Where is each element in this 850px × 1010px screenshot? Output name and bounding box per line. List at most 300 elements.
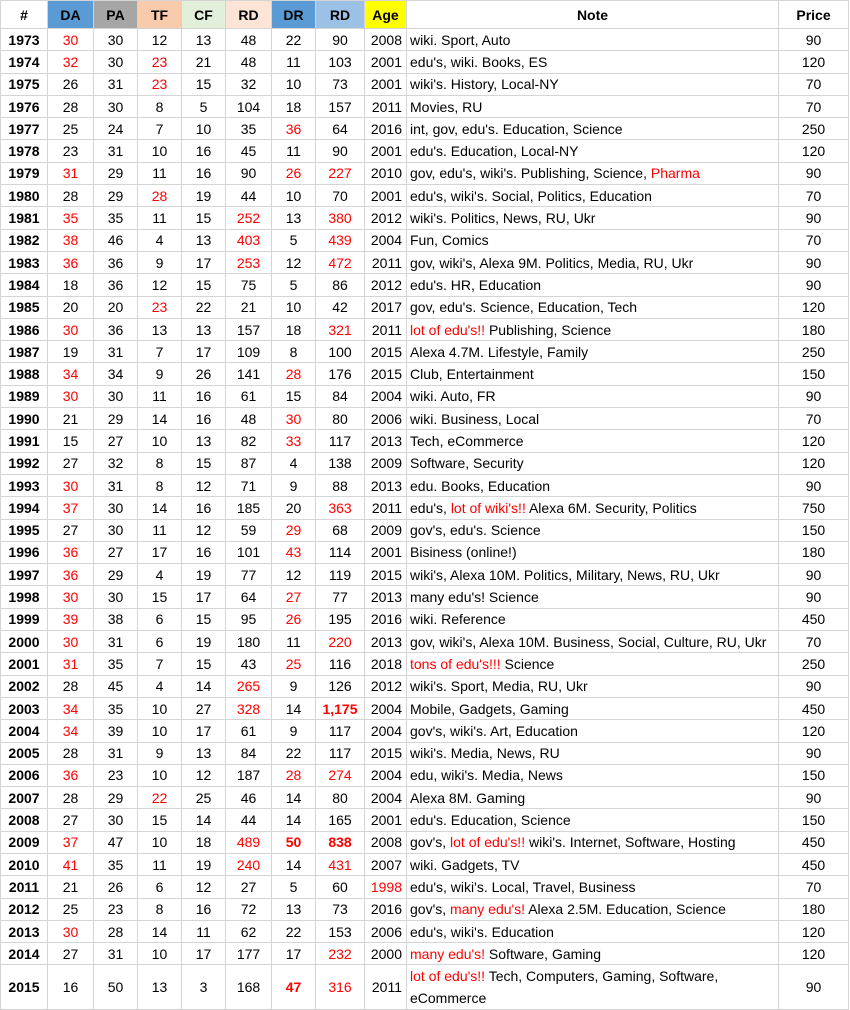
cell-da: 39 [48,608,94,630]
table-row[interactable] [1,341,849,363]
cell-rd: 187 [226,764,272,786]
cell-rd2: 220 [316,631,365,653]
cell-rd2: 117 [316,742,365,764]
cell-id: 1997 [1,564,48,586]
cell-tf: 15 [138,586,182,608]
cell-age: 2016 [365,898,407,920]
cell-rd: 403 [226,229,272,251]
cell-price: 180 [779,318,849,340]
column-header-age[interactable]: Age [365,1,407,29]
cell-note [407,787,779,809]
table-row[interactable] [1,519,849,541]
cell-pa: 23 [94,764,138,786]
table-row[interactable] [1,787,849,809]
cell-dr: 14 [272,787,316,809]
table-row[interactable] [1,853,849,875]
table-row[interactable] [1,185,849,207]
cell-id: 2000 [1,631,48,653]
cell-id: 2003 [1,697,48,719]
cell-da: 30 [48,318,94,340]
cell-price: 120 [779,430,849,452]
table-row[interactable] [1,497,849,519]
cell-note [407,876,779,898]
table-row[interactable] [1,29,849,51]
cell-rd2: 227 [316,162,365,184]
cell-age: 2011 [365,965,407,1010]
note-text: gov's, [410,901,451,918]
header-row [1,1,849,29]
column-header-da[interactable]: DA [48,1,94,29]
cell-pa: 29 [94,564,138,586]
table-row[interactable] [1,318,849,340]
table-body [1,29,849,1010]
cell-id: 1973 [1,29,48,51]
table-row[interactable] [1,296,849,318]
cell-age: 2015 [365,341,407,363]
cell-rd2: 90 [316,140,365,162]
cell-cf: 15 [182,73,226,95]
cell-id: 2009 [1,831,48,853]
cell-age: 2006 [365,408,407,430]
cell-rd: 185 [226,497,272,519]
table-row[interactable] [1,943,849,965]
cell-cf: 16 [182,541,226,563]
cell-id: 1977 [1,118,48,140]
cell-pa: 30 [94,51,138,73]
cell-rd: 71 [226,474,272,496]
cell-note [407,274,779,296]
cell-tf: 28 [138,185,182,207]
cell-tf: 7 [138,653,182,675]
cell-age: 2013 [365,474,407,496]
cell-cf: 15 [182,608,226,630]
cell-tf: 8 [138,474,182,496]
cell-age: 2015 [365,742,407,764]
table-row[interactable] [1,608,849,630]
cell-price: 90 [779,474,849,496]
cell-dr: 5 [272,229,316,251]
cell-da: 28 [48,742,94,764]
cell-rd: 240 [226,853,272,875]
column-header-tf[interactable]: TF [138,1,182,29]
note-highlight: lot of edu's!! [410,321,486,338]
cell-da: 27 [48,809,94,831]
cell-pa: 29 [94,185,138,207]
cell-dr: 12 [272,564,316,586]
cell-id: 1990 [1,408,48,430]
table-row[interactable] [1,118,849,140]
cell-cf: 11 [182,920,226,942]
cell-rd2: 70 [316,185,365,207]
note-text: wiki's. Politics, News, RU, Ukr [410,210,596,227]
cell-cf: 15 [182,653,226,675]
note-text: wiki. Reference [410,611,506,628]
cell-da: 27 [48,943,94,965]
cell-rd2: 157 [316,95,365,117]
cell-pa: 32 [94,452,138,474]
cell-pa: 39 [94,720,138,742]
cell-da: 30 [48,631,94,653]
cell-id: 2004 [1,720,48,742]
cell-note [407,764,779,786]
cell-id: 2012 [1,898,48,920]
cell-dr: 22 [272,742,316,764]
cell-cf: 16 [182,162,226,184]
cell-pa: 30 [94,519,138,541]
cell-rd: 48 [226,408,272,430]
column-header-id[interactable]: # [1,1,48,29]
cell-rd: 82 [226,430,272,452]
cell-pa: 30 [94,95,138,117]
cell-price: 120 [779,140,849,162]
cell-rd: 72 [226,898,272,920]
table-row[interactable] [1,920,849,942]
table-row[interactable] [1,809,849,831]
note-text: edu's. Education, Local-NY [410,143,579,160]
cell-tf: 4 [138,229,182,251]
cell-dr: 14 [272,809,316,831]
cell-dr: 50 [272,831,316,853]
table-row[interactable] [1,73,849,95]
note-text: edu's, wiki's. Local, Travel, Business [410,878,636,895]
table-row[interactable] [1,51,849,73]
cell-note [407,920,779,942]
cell-tf: 7 [138,118,182,140]
table-row[interactable] [1,229,849,251]
cell-da: 31 [48,162,94,184]
cell-rd2: 1,175 [316,697,365,719]
cell-price: 90 [779,251,849,273]
cell-note [407,742,779,764]
cell-dr: 20 [272,497,316,519]
cell-pa: 29 [94,408,138,430]
cell-tf: 12 [138,29,182,51]
cell-price: 450 [779,831,849,853]
cell-pa: 31 [94,631,138,653]
cell-tf: 8 [138,452,182,474]
cell-cf: 18 [182,831,226,853]
cell-rd2: 117 [316,720,365,742]
cell-id: 2008 [1,809,48,831]
table-row[interactable] [1,586,849,608]
cell-cf: 19 [182,564,226,586]
cell-dr: 28 [272,764,316,786]
cell-dr: 10 [272,185,316,207]
cell-note [407,51,779,73]
table-row[interactable] [1,697,849,719]
cell-price: 120 [779,51,849,73]
cell-price: 90 [779,385,849,407]
note-highlight: Pharma [650,165,700,182]
cell-id: 1993 [1,474,48,496]
cell-pa: 29 [94,787,138,809]
cell-da: 41 [48,853,94,875]
cell-tf: 9 [138,742,182,764]
cell-rd: 90 [226,162,272,184]
cell-dr: 9 [272,474,316,496]
cell-pa: 30 [94,809,138,831]
cell-dr: 30 [272,408,316,430]
cell-rd2: 73 [316,898,365,920]
cell-note [407,408,779,430]
note-text: Bisiness (online!) [410,544,517,561]
cell-rd: 157 [226,318,272,340]
cell-note [407,229,779,251]
note-highlight: lot of edu's!! [410,968,486,985]
cell-tf: 6 [138,608,182,630]
note-text: Tech, eCommerce [410,432,524,449]
note-text: wiki. Business, Local [410,410,540,427]
cell-dr: 17 [272,943,316,965]
note-text: Software, Gaming [485,945,601,962]
cell-rd: 177 [226,943,272,965]
column-header-rd[interactable]: RD [226,1,272,29]
cell-rd2: 165 [316,809,365,831]
cell-rd2: 60 [316,876,365,898]
table-row[interactable] [1,408,849,430]
cell-rd2: 80 [316,787,365,809]
cell-note [407,318,779,340]
cell-id: 1991 [1,430,48,452]
cell-dr: 4 [272,452,316,474]
cell-price: 90 [779,162,849,184]
cell-rd: 43 [226,653,272,675]
cell-rd: 265 [226,675,272,697]
cell-rd2: 153 [316,920,365,942]
cell-pa: 35 [94,653,138,675]
cell-cf: 15 [182,274,226,296]
cell-rd2: 321 [316,318,365,340]
table-row[interactable] [1,274,849,296]
cell-note [407,898,779,920]
cell-cf: 12 [182,519,226,541]
cell-note [407,474,779,496]
cell-pa: 38 [94,608,138,630]
cell-id: 1998 [1,586,48,608]
cell-da: 30 [48,385,94,407]
cell-dr: 22 [272,29,316,51]
cell-pa: 26 [94,876,138,898]
note-text: Science [500,655,555,672]
cell-rd: 101 [226,541,272,563]
table-row[interactable] [1,363,849,385]
cell-age: 2011 [365,497,407,519]
cell-pa: 29 [94,162,138,184]
table-row[interactable] [1,140,849,162]
cell-dr: 13 [272,207,316,229]
column-header-note[interactable]: Note [407,1,779,29]
table-row[interactable] [1,631,849,653]
table-row[interactable] [1,564,849,586]
cell-da: 34 [48,363,94,385]
cell-id: 1974 [1,51,48,73]
cell-pa: 30 [94,497,138,519]
table-row[interactable] [1,95,849,117]
table-row[interactable] [1,965,849,1010]
cell-pa: 34 [94,363,138,385]
cell-cf: 19 [182,185,226,207]
cell-cf: 10 [182,118,226,140]
cell-da: 23 [48,140,94,162]
cell-price: 250 [779,341,849,363]
cell-rd2: 274 [316,764,365,786]
cell-note [407,385,779,407]
column-header-dr[interactable]: DR [272,1,316,29]
cell-dr: 26 [272,608,316,630]
column-header-rd2[interactable]: RD [316,1,365,29]
cell-da: 36 [48,764,94,786]
cell-cf: 14 [182,809,226,831]
cell-rd: 328 [226,697,272,719]
cell-pa: 46 [94,229,138,251]
cell-price: 120 [779,720,849,742]
cell-pa: 31 [94,943,138,965]
cell-price: 250 [779,653,849,675]
cell-price: 120 [779,296,849,318]
cell-da: 15 [48,430,94,452]
cell-dr: 47 [272,965,316,1010]
cell-age: 2016 [365,118,407,140]
cell-price: 70 [779,876,849,898]
cell-rd2: 114 [316,541,365,563]
cell-age: 2011 [365,251,407,273]
note-text: edu's, wiki's. Education [410,923,554,940]
cell-id: 1988 [1,363,48,385]
note-text: wiki's, Alexa 10M. Politics, Military, News, RU, Ukr [410,566,720,583]
cell-cf: 21 [182,51,226,73]
cell-rd: 109 [226,341,272,363]
cell-dr: 11 [272,631,316,653]
cell-da: 30 [48,474,94,496]
table-row[interactable] [1,474,849,496]
cell-dr: 27 [272,586,316,608]
note-text: wiki's. Internet, Software, Hosting [525,834,736,851]
table-row[interactable] [1,831,849,853]
cell-price: 70 [779,95,849,117]
cell-pa: 20 [94,296,138,318]
note-highlight: lot of wiki's!! [450,499,526,516]
table-row[interactable] [1,541,849,563]
cell-id: 2011 [1,876,48,898]
cell-da: 36 [48,251,94,273]
cell-age: 2004 [365,787,407,809]
cell-age: 2006 [365,920,407,942]
cell-da: 34 [48,697,94,719]
table-row[interactable] [1,898,849,920]
table-row[interactable] [1,430,849,452]
note-text: wiki's. History, Local-NY [410,76,559,93]
cell-note [407,162,779,184]
note-text: gov, wiki's, Alexa 9M. Politics, Media, RU, Ukr [410,254,694,271]
table-row[interactable] [1,207,849,229]
table-row[interactable] [1,720,849,742]
cell-tf: 11 [138,385,182,407]
cell-price: 180 [779,898,849,920]
cell-id: 2015 [1,965,48,1010]
cell-pa: 31 [94,140,138,162]
cell-id: 2007 [1,787,48,809]
cell-pa: 36 [94,318,138,340]
note-text: edu's. HR, Education [410,276,542,293]
cell-rd2: 73 [316,73,365,95]
cell-price: 150 [779,809,849,831]
note-text: Club, Entertainment [410,366,534,383]
cell-da: 26 [48,73,94,95]
cell-tf: 10 [138,697,182,719]
cell-price: 120 [779,920,849,942]
cell-tf: 11 [138,162,182,184]
cell-rd: 48 [226,51,272,73]
cell-rd2: 88 [316,474,365,496]
table-row[interactable] [1,162,849,184]
cell-age: 2004 [365,764,407,786]
cell-id: 1992 [1,452,48,474]
cell-age: 2010 [365,162,407,184]
cell-price: 70 [779,73,849,95]
cell-note [407,452,779,474]
cell-price: 120 [779,452,849,474]
cell-rd: 35 [226,118,272,140]
table-row[interactable] [1,675,849,697]
cell-id: 1982 [1,229,48,251]
cell-price: 150 [779,519,849,541]
cell-tf: 10 [138,831,182,853]
cell-price: 750 [779,497,849,519]
note-text: edu's. Education, Science [410,812,571,829]
table-row[interactable] [1,876,849,898]
cell-note [407,809,779,831]
cell-pa: 27 [94,430,138,452]
cell-pa: 23 [94,898,138,920]
table-row[interactable] [1,452,849,474]
cell-age: 2009 [365,452,407,474]
cell-price: 70 [779,185,849,207]
cell-id: 1978 [1,140,48,162]
table-row[interactable] [1,742,849,764]
cell-dr: 14 [272,853,316,875]
cell-da: 31 [48,653,94,675]
table-row[interactable] [1,764,849,786]
cell-da: 30 [48,920,94,942]
cell-price: 90 [779,586,849,608]
cell-tf: 23 [138,51,182,73]
note-text: edu. Books, Education [410,477,551,494]
column-header-pa[interactable]: PA [94,1,138,29]
cell-id: 1975 [1,73,48,95]
cell-note [407,586,779,608]
cell-rd2: 119 [316,564,365,586]
cell-rd: 45 [226,140,272,162]
cell-dr: 9 [272,720,316,742]
cell-note [407,631,779,653]
cell-tf: 4 [138,675,182,697]
column-header-price[interactable]: Price [779,1,849,29]
cell-da: 37 [48,497,94,519]
table-row[interactable] [1,385,849,407]
cell-age: 2001 [365,73,407,95]
table-row[interactable] [1,653,849,675]
cell-price: 90 [779,965,849,1010]
cell-dr: 10 [272,73,316,95]
cell-cf: 13 [182,742,226,764]
cell-age: 2013 [365,430,407,452]
cell-tf: 13 [138,965,182,1010]
cell-pa: 35 [94,697,138,719]
cell-pa: 30 [94,586,138,608]
table-row[interactable] [1,251,849,273]
cell-rd2: 363 [316,497,365,519]
column-header-cf[interactable]: CF [182,1,226,29]
